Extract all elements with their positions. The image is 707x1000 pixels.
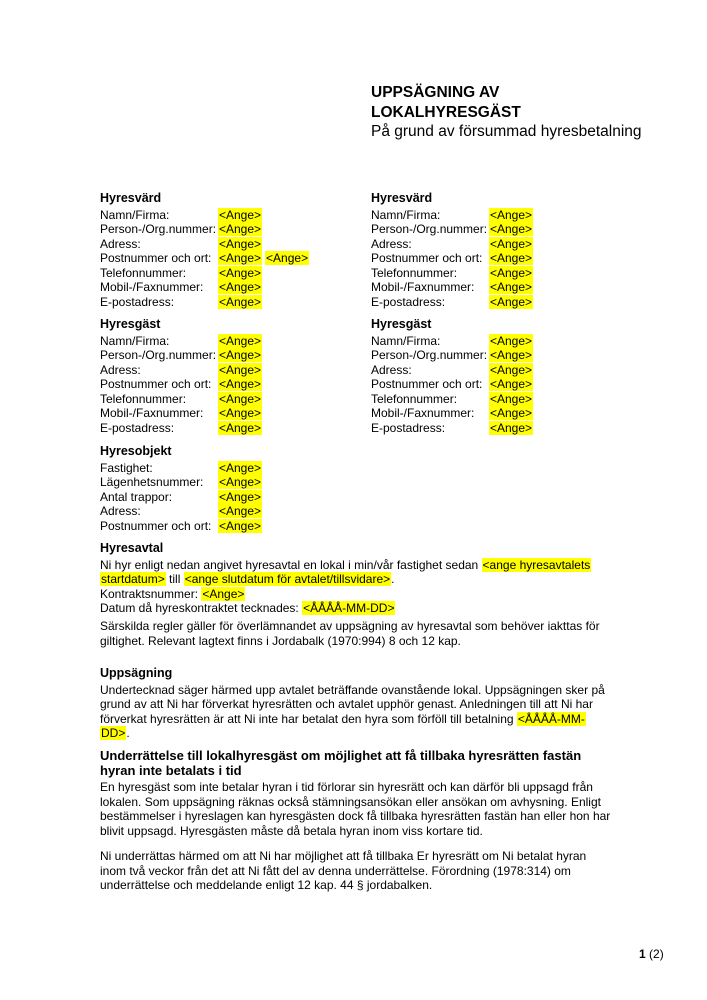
section-heading: Uppsägning xyxy=(100,666,173,680)
field-row xyxy=(371,237,536,252)
field-row xyxy=(371,208,536,223)
text-run: grund av att Ni har förverkat hyresrätten och avtalet upphör genast. Anledningen till att Ni har xyxy=(100,697,593,711)
field-label: Namn/Firma: xyxy=(100,333,170,348)
document-title-line-1: UPPSÄGNING AV xyxy=(371,84,500,101)
field-row xyxy=(100,504,265,519)
field-placeholder: <Ange> xyxy=(219,420,262,435)
field-label: E-postadress: xyxy=(371,420,446,435)
field-list xyxy=(371,334,536,436)
field-placeholder: <Ange> xyxy=(490,333,533,348)
section-heading: Hyresgäst xyxy=(100,317,161,331)
field-placeholder: <Ange> xyxy=(490,348,533,362)
section-heading xyxy=(100,748,610,778)
field-list xyxy=(371,208,536,310)
section-heading: Hyresvärd xyxy=(100,191,162,205)
page-number-current: 1 xyxy=(639,947,646,961)
section-hyresgast-right xyxy=(371,316,536,435)
field-label: Postnummer och ort: xyxy=(100,518,212,533)
field-placeholder: <Ange> xyxy=(490,377,533,391)
text-run: Särskilda regler gäller för överlämnandet av uppsägning av hyresavtal som behöver iakttas för xyxy=(100,619,600,633)
paragraph-sarskilda-regler xyxy=(100,619,600,648)
field-row xyxy=(100,461,265,476)
field-row xyxy=(100,237,312,252)
section-heading: Hyresobjekt xyxy=(100,444,172,458)
text-run: bestämmelser i hyreslagen kan hyresgästen dock få tillbaka hyresrätten fastän han eller hon har xyxy=(100,809,611,824)
document-title-block xyxy=(371,83,642,141)
field-label: Postnummer och ort: xyxy=(100,251,212,265)
text-run: underrättelse och meddelande enligt 12 kap. 44 § jordabalken. xyxy=(100,878,433,892)
field-row xyxy=(100,208,312,223)
field-placeholder: <Ange> xyxy=(490,265,533,280)
field-row xyxy=(100,334,265,349)
field-row xyxy=(371,421,536,436)
field-label: Telefonnummer: xyxy=(100,391,187,406)
field-placeholder: <Ange> xyxy=(219,406,262,420)
text-run: Kontraktsnummer: xyxy=(100,586,202,601)
highlighted-placeholder: DD> xyxy=(101,726,126,740)
section-hyresobjekt xyxy=(100,443,265,533)
field-placeholder: <Ange> xyxy=(490,207,533,222)
field-row xyxy=(371,377,536,392)
text-run: lokalen. Som uppsägning räknas också stämningsansökan eller ansökan om avhysning. Enligt xyxy=(100,794,601,809)
field-placeholder: <Ange> xyxy=(219,348,262,362)
field-placeholder: <Ange> xyxy=(490,420,533,435)
field-label: Person-/Org.nummer: xyxy=(100,348,217,362)
field-label: E-postadress: xyxy=(100,420,175,435)
field-placeholder: <Ange> xyxy=(219,391,262,406)
section-hyresvard-right xyxy=(371,190,536,309)
paragraph-underrattelse-2 xyxy=(100,849,586,893)
page-number-total: (2) xyxy=(649,947,664,961)
text-run: En hyresgäst som inte betalar hyran i tid förlorar sin hyresrätt och kan därför bli uppsagd från xyxy=(100,780,593,795)
field-label: Telefonnummer: xyxy=(100,265,187,280)
field-label: Fastighet: xyxy=(100,460,153,475)
field-placeholder: <Ange> xyxy=(219,504,262,518)
field-label: Adress: xyxy=(100,236,141,251)
text-run: . xyxy=(126,726,130,740)
field-placeholder: <Ange> xyxy=(490,294,533,309)
field-placeholder: <Ange> xyxy=(219,236,262,251)
field-placeholder: <Ange> xyxy=(219,475,262,489)
field-placeholder: <Ange> xyxy=(490,406,533,420)
text-run: blivit uppsagd. Hyresgästen måste då betala hyran inom viss kortare tid. xyxy=(100,823,483,838)
field-row xyxy=(100,348,265,363)
field-row xyxy=(100,251,312,266)
paragraph-uppsagning xyxy=(100,683,605,741)
text-run: Ni hyr enligt nedan angivet hyresavtal en lokal i min/vår fastighet sedan xyxy=(100,557,482,572)
field-row xyxy=(100,266,312,281)
highlighted-placeholder: <ÅÅÅÅ-MM-DD> xyxy=(303,601,395,615)
highlighted-placeholder: <ange slutdatum för avtalet/tillsvidare> xyxy=(184,572,391,586)
field-label: Mobil-/Faxnummer: xyxy=(371,406,475,420)
highlighted-placeholder: <ange hyresavtalets xyxy=(482,557,591,572)
field-label: Adress: xyxy=(371,362,412,377)
field-label: Telefonnummer: xyxy=(371,265,458,280)
field-placeholder: <Ange> xyxy=(490,280,533,294)
highlighted-placeholder: startdatum> xyxy=(101,572,165,586)
paragraph-hyresavtal xyxy=(100,558,591,616)
field-label: Namn/Firma: xyxy=(100,207,170,222)
field-row xyxy=(371,251,536,266)
field-row xyxy=(371,280,536,295)
text-run: Underrättelse till lokalhyresgäst om möjlighet att få tillbaka hyresrätten fastän xyxy=(100,748,582,763)
document-title-line-2: LOKALHYRESGÄST xyxy=(371,103,521,121)
field-label: Mobil-/Faxnummer: xyxy=(100,280,204,294)
field-placeholder: <Ange> xyxy=(490,391,533,406)
field-row xyxy=(371,363,536,378)
field-placeholder: <Ange> xyxy=(219,222,262,236)
field-label: Antal trappor: xyxy=(100,489,173,504)
field-row xyxy=(100,295,312,310)
field-label: Namn/Firma: xyxy=(371,333,441,348)
field-label: Mobil-/Faxnummer: xyxy=(100,406,204,420)
section-heading: Hyresavtal xyxy=(100,541,164,555)
field-label: Postnummer och ort: xyxy=(371,251,483,265)
field-label: Postnummer och ort: xyxy=(371,377,483,391)
field-placeholder: <Ange> xyxy=(219,207,262,222)
field-label: E-postadress: xyxy=(371,294,446,309)
field-row xyxy=(100,222,312,237)
field-label: Namn/Firma: xyxy=(371,207,441,222)
field-row xyxy=(100,392,265,407)
field-placeholder: <Ange> xyxy=(219,362,262,377)
field-list xyxy=(100,334,265,436)
field-placeholder: <Ange> xyxy=(219,333,262,348)
field-placeholder: <Ange> xyxy=(490,251,533,265)
field-row xyxy=(100,475,265,490)
field-placeholder: <Ange> xyxy=(490,222,533,236)
field-placeholder: <Ange> xyxy=(219,489,262,504)
field-row xyxy=(371,266,536,281)
text-run: giltighet. Relevant lagtext finns i Jordabalk (1970:994) 8 och 12 kap. xyxy=(100,633,461,648)
section-heading: Hyresvärd xyxy=(371,191,433,205)
field-placeholder: <Ange> xyxy=(490,362,533,377)
field-label: Adress: xyxy=(100,362,141,377)
paragraph-text xyxy=(100,619,600,648)
text-run: inom två veckor från det att Ni fått del av denna underrättelse. Förordning (1978:314) om xyxy=(100,863,571,878)
field-row xyxy=(100,406,265,421)
field-label: Adress: xyxy=(371,236,412,251)
page-number xyxy=(639,947,664,962)
field-placeholder: <Ange> xyxy=(219,377,262,391)
field-label: Lägenhetsnummer: xyxy=(100,475,204,489)
document-subtitle: På grund av försummad hyresbetalning xyxy=(371,123,642,140)
field-label: Postnummer och ort: xyxy=(100,377,212,391)
text-run: till xyxy=(165,572,184,586)
section-heading: Hyresgäst xyxy=(371,317,432,331)
text-run: hyran inte betalats i tid xyxy=(100,763,242,779)
field-row xyxy=(371,392,536,407)
field-row xyxy=(100,519,265,534)
section-hyresgast-left xyxy=(100,316,265,435)
text-run: Datum då hyreskontraktet tecknades: xyxy=(100,601,303,615)
text-run: . xyxy=(391,572,395,586)
field-label: Adress: xyxy=(100,504,141,518)
field-row xyxy=(371,295,536,310)
field-row xyxy=(100,377,265,392)
field-placeholder: <Ange> xyxy=(219,518,262,533)
field-placeholder: <Ange> xyxy=(219,265,262,280)
field-row xyxy=(100,421,265,436)
field-row xyxy=(371,406,536,421)
section-underrattelse xyxy=(100,748,610,838)
field-label: Person-/Org.nummer: xyxy=(100,222,217,236)
text-run: Undertecknad säger härmed upp avtalet beträffande ovanstående lokal. Uppsägningen sker på xyxy=(100,682,605,697)
paragraph-text xyxy=(100,849,586,893)
field-list xyxy=(100,208,312,310)
section-hyresvard-left xyxy=(100,190,312,309)
field-placeholder: <Ange> xyxy=(219,460,262,475)
paragraph-underrattelse-1 xyxy=(100,780,610,838)
field-row xyxy=(100,280,312,295)
section-hyresavtal xyxy=(100,540,591,616)
field-row xyxy=(371,222,536,237)
field-label: E-postadress: xyxy=(100,294,175,309)
field-label: Telefonnummer: xyxy=(371,391,458,406)
field-placeholder: <Ange> xyxy=(490,236,533,251)
field-placeholder: <Ange> xyxy=(219,251,262,265)
field-row xyxy=(100,363,265,378)
field-label: Mobil-/Faxnummer: xyxy=(371,280,475,294)
field-placeholder: <Ange> xyxy=(219,294,262,309)
text-run: förverkat hyresrätten är att Ni inte har betalat den hyra som förföll till betalning xyxy=(100,711,517,726)
field-label: Person-/Org.nummer: xyxy=(371,348,488,362)
highlighted-placeholder: <ÅÅÅÅ-MM- xyxy=(517,711,585,726)
field-row xyxy=(100,490,265,505)
section-uppsagning xyxy=(100,665,605,741)
field-row xyxy=(371,348,536,363)
field-row xyxy=(371,334,536,349)
field-list xyxy=(100,461,265,534)
field-placeholder: <Ange> xyxy=(219,280,262,294)
text-run: Ni underrättas härmed om att Ni har möjlighet att få tillbaka Er hyresrätt om Ni betalat hyran xyxy=(100,849,587,863)
field-label: Person-/Org.nummer: xyxy=(371,222,488,236)
highlighted-placeholder: <Ange> xyxy=(202,586,245,601)
field-placeholder: <Ange> xyxy=(266,251,309,265)
